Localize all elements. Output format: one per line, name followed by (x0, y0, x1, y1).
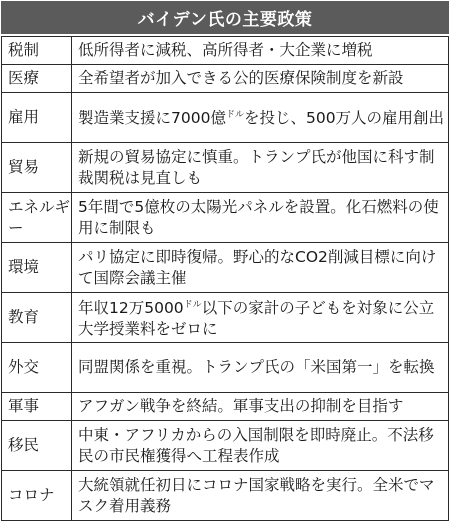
category-cell: 移民 (2, 421, 72, 471)
table-row (2, 143, 449, 193)
category-line: ー (8, 218, 24, 237)
description-cell (72, 93, 449, 143)
table-row (2, 293, 449, 343)
table-title: バイデン氏の主要政策 (1, 1, 449, 34)
category-cell: 環境 (2, 243, 72, 293)
description-cell: 大統領就任初日にコロナ国家戦略を実行。全米でマスク着用義務 (72, 471, 449, 521)
table-row (2, 193, 449, 243)
description-cell (72, 293, 449, 343)
table-row (2, 343, 449, 393)
policy-table (1, 36, 449, 521)
description-text: 製造業支援に7000億 (78, 109, 226, 128)
description-cell: 同盟関係を重視。トランプ氏の「米国第一」を転換 (72, 343, 449, 393)
category-cell: 貿易 (2, 143, 72, 193)
category-line: エネルギ (8, 197, 71, 216)
description-cell: 中東・アフリカからの入国制限を即時廃止。不法移民の市民権獲得へ工程表作成 (72, 421, 449, 471)
table-row (2, 471, 449, 521)
description-cell: 新規の貿易協定に慎重。トランプ氏が他国に科す制裁関税は見直しも (72, 143, 449, 193)
table-row (2, 65, 449, 93)
description-text: 以下の家計の子どもを対象に公立大学授業料をゼロに (78, 299, 435, 339)
description-cell: 低所得者に減税、高所得者・大企業に増税 (72, 37, 449, 65)
description-cell: パリ協定に即時復帰。野心的なCO2削減目標に向けて国際会議主催 (72, 243, 449, 293)
table-row (2, 93, 449, 143)
description-text: を投じ、500万人の雇用創出 (243, 109, 445, 128)
table-row (2, 37, 449, 65)
category-cell: 雇用 (2, 93, 72, 143)
category-cell: 税制 (2, 37, 72, 65)
table-row (2, 393, 449, 421)
currency-unit: ドル (183, 299, 202, 310)
description-text: 年収12万5000 (78, 299, 184, 318)
category-cell: 軍事 (2, 393, 72, 421)
table-row (2, 243, 449, 293)
category-cell: 医療 (2, 65, 72, 93)
description-cell: アフガン戦争を終結。軍事支出の抑制を目指す (72, 393, 449, 421)
currency-unit: ドル (225, 110, 244, 121)
description-cell: 5年間で5億枚の太陽光パネルを設置。化石燃料の使用に制限も (72, 193, 449, 243)
category-cell: 外交 (2, 343, 72, 393)
table-row (2, 421, 449, 471)
category-cell (2, 193, 72, 243)
category-cell: 教育 (2, 293, 72, 343)
description-cell: 全希望者が加入できる公的医療保険制度を新設 (72, 65, 449, 93)
category-cell: コロナ (2, 471, 72, 521)
